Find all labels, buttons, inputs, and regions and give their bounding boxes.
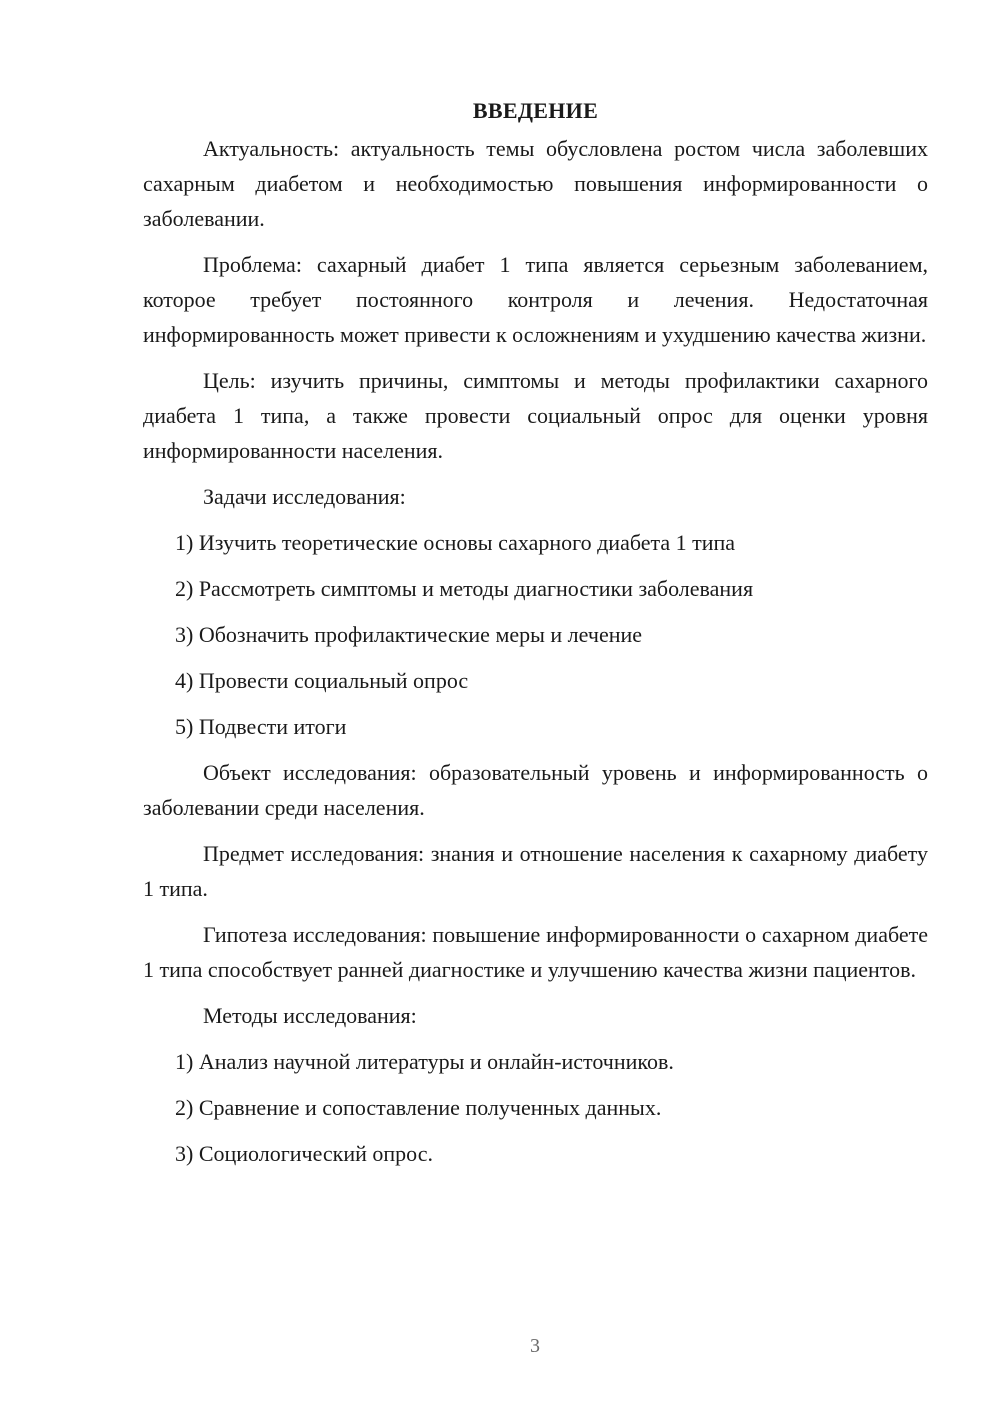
hypothesis-paragraph: Гипотеза исследования: повышение информированности о сахарном диабете 1 типа способствует ранней диагностике и улучшению качества жизни пациентов. — [143, 922, 928, 982]
task-item: 4) Провести социальный опрос — [175, 668, 469, 693]
object-paragraph: Объект исследования: образовательный уровень и информированность о заболевании среди населения. — [143, 760, 928, 820]
task-item: 1) Изучить теоретические основы сахарного диабета 1 типа — [175, 530, 736, 555]
method-item: 2) Сравнение и сопоставление полученных данных. — [175, 1095, 662, 1120]
task-item: 5) Подвести итоги — [175, 714, 347, 739]
method-item: 1) Анализ научной литературы и онлайн-источников. — [175, 1049, 674, 1074]
subject-paragraph: Предмет исследования: знания и отношение населения к сахарному диабету 1 типа. — [143, 841, 928, 901]
goal-paragraph: Цель: изучить причины, симптомы и методы профилактики сахарного диабета 1 типа, а также провести социальный опрос для оценки уровня информированности населения. — [143, 368, 928, 463]
page-number: 3 — [530, 1335, 540, 1357]
relevance-paragraph: Актуальность: актуальность темы обусловлена ростом числа заболевших сахарным диабетом и необходимостью повышения информированности о заболевании. — [143, 136, 928, 231]
tasks-heading: Задачи исследования: — [203, 484, 406, 509]
tasks-list — [143, 525, 928, 744]
page-title: ВВЕДЕНИЕ — [472, 98, 599, 123]
task-item: 3) Обозначить профилактические меры и лечение — [175, 622, 643, 647]
page-content — [143, 96, 928, 1182]
methods-heading: Методы исследования: — [203, 1003, 417, 1028]
methods-list — [143, 1044, 928, 1171]
problem-paragraph: Проблема: сахарный диабет 1 типа является серьезным заболеванием, которое требует постоянного контроля и лечения. Недостаточная информированность может привести к осложнениям и ухудшению качества жизни. — [143, 252, 928, 347]
method-item: 3) Социологический опрос. — [175, 1141, 433, 1166]
task-item: 2) Рассмотреть симптомы и методы диагностики заболевания — [175, 576, 754, 601]
